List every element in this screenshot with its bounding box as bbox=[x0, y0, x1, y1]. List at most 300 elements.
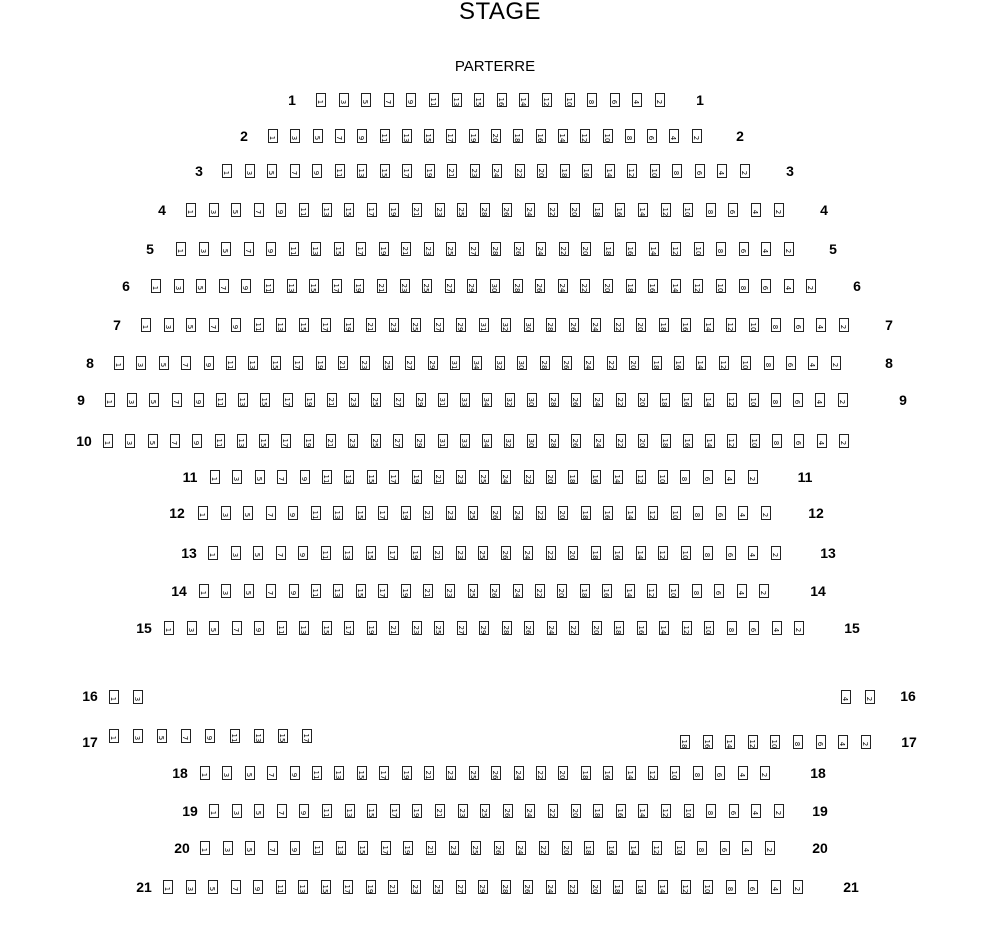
seat[interactable] bbox=[423, 506, 433, 520]
seat[interactable] bbox=[313, 129, 323, 143]
seat[interactable] bbox=[312, 766, 322, 780]
seat[interactable] bbox=[648, 506, 658, 520]
seat[interactable] bbox=[603, 129, 613, 143]
seat[interactable] bbox=[345, 804, 355, 818]
seat[interactable] bbox=[334, 766, 344, 780]
seat[interactable] bbox=[358, 841, 368, 855]
seat[interactable] bbox=[603, 766, 613, 780]
seat[interactable] bbox=[222, 164, 232, 178]
seat[interactable] bbox=[594, 434, 604, 448]
seat[interactable] bbox=[548, 203, 558, 217]
seat[interactable] bbox=[716, 279, 726, 293]
seat[interactable] bbox=[672, 164, 682, 178]
seat[interactable] bbox=[697, 841, 707, 855]
seat[interactable] bbox=[658, 546, 668, 560]
seat[interactable] bbox=[309, 279, 319, 293]
seat[interactable] bbox=[221, 584, 231, 598]
seat[interactable] bbox=[367, 621, 377, 635]
seat[interactable] bbox=[607, 356, 617, 370]
seat[interactable] bbox=[326, 434, 336, 448]
seat[interactable] bbox=[706, 203, 716, 217]
seat[interactable] bbox=[248, 356, 258, 370]
seat[interactable] bbox=[402, 129, 412, 143]
seat[interactable] bbox=[425, 164, 435, 178]
seat[interactable] bbox=[636, 470, 646, 484]
seat[interactable] bbox=[125, 434, 135, 448]
seat[interactable] bbox=[636, 318, 646, 332]
seat[interactable] bbox=[717, 164, 727, 178]
seat[interactable] bbox=[540, 356, 550, 370]
seat[interactable] bbox=[243, 506, 253, 520]
seat[interactable] bbox=[571, 393, 581, 407]
seat[interactable] bbox=[861, 735, 871, 749]
seat[interactable] bbox=[748, 735, 758, 749]
seat[interactable] bbox=[682, 621, 692, 635]
seat[interactable] bbox=[478, 880, 488, 894]
seat[interactable] bbox=[661, 804, 671, 818]
seat[interactable] bbox=[194, 393, 204, 407]
seat[interactable] bbox=[638, 393, 648, 407]
seat[interactable] bbox=[794, 621, 804, 635]
seat[interactable] bbox=[591, 880, 601, 894]
seat[interactable] bbox=[671, 242, 681, 256]
seat[interactable] bbox=[774, 804, 784, 818]
seat[interactable] bbox=[652, 841, 662, 855]
seat[interactable] bbox=[281, 434, 291, 448]
seat[interactable] bbox=[704, 393, 714, 407]
seat[interactable] bbox=[765, 841, 775, 855]
seat[interactable] bbox=[474, 93, 484, 107]
seat[interactable] bbox=[771, 880, 781, 894]
seat[interactable] bbox=[422, 279, 432, 293]
seat[interactable] bbox=[231, 880, 241, 894]
seat[interactable] bbox=[604, 242, 614, 256]
seat[interactable] bbox=[300, 470, 310, 484]
seat[interactable] bbox=[479, 318, 489, 332]
seat[interactable] bbox=[705, 434, 715, 448]
seat[interactable] bbox=[725, 470, 735, 484]
seat[interactable] bbox=[671, 279, 681, 293]
seat[interactable] bbox=[706, 804, 716, 818]
seat[interactable] bbox=[680, 735, 690, 749]
seat[interactable] bbox=[504, 434, 514, 448]
seat[interactable] bbox=[513, 129, 523, 143]
seat[interactable] bbox=[591, 546, 601, 560]
seat[interactable] bbox=[482, 393, 492, 407]
seat[interactable] bbox=[402, 766, 412, 780]
seat[interactable] bbox=[388, 546, 398, 560]
seat[interactable] bbox=[267, 766, 277, 780]
seat[interactable] bbox=[562, 356, 572, 370]
seat[interactable] bbox=[371, 434, 381, 448]
seat[interactable] bbox=[681, 880, 691, 894]
seat[interactable] bbox=[457, 621, 467, 635]
seat[interactable] bbox=[479, 621, 489, 635]
seat[interactable] bbox=[502, 203, 512, 217]
seat[interactable] bbox=[727, 621, 737, 635]
seat[interactable] bbox=[660, 393, 670, 407]
seat[interactable] bbox=[299, 318, 309, 332]
seat[interactable] bbox=[558, 279, 568, 293]
seat[interactable] bbox=[208, 546, 218, 560]
seat[interactable] bbox=[626, 242, 636, 256]
seat[interactable] bbox=[198, 506, 208, 520]
seat[interactable] bbox=[266, 584, 276, 598]
seat[interactable] bbox=[354, 279, 364, 293]
seat[interactable] bbox=[675, 841, 685, 855]
seat[interactable] bbox=[277, 804, 287, 818]
seat[interactable] bbox=[674, 356, 684, 370]
seat[interactable] bbox=[470, 164, 480, 178]
seat[interactable] bbox=[772, 434, 782, 448]
seat[interactable] bbox=[839, 318, 849, 332]
seat[interactable] bbox=[774, 203, 784, 217]
seat[interactable] bbox=[817, 434, 827, 448]
seat[interactable] bbox=[232, 470, 242, 484]
seat[interactable] bbox=[503, 804, 513, 818]
seat[interactable] bbox=[298, 880, 308, 894]
seat[interactable] bbox=[338, 356, 348, 370]
seat[interactable] bbox=[181, 356, 191, 370]
seat[interactable] bbox=[277, 470, 287, 484]
seat[interactable] bbox=[761, 506, 771, 520]
seat[interactable] bbox=[356, 242, 366, 256]
seat[interactable] bbox=[480, 203, 490, 217]
seat[interactable] bbox=[683, 203, 693, 217]
seat[interactable] bbox=[729, 804, 739, 818]
seat[interactable] bbox=[245, 841, 255, 855]
seat[interactable] bbox=[647, 129, 657, 143]
seat[interactable] bbox=[268, 129, 278, 143]
seat[interactable] bbox=[267, 164, 277, 178]
seat[interactable] bbox=[266, 242, 276, 256]
seat[interactable] bbox=[865, 690, 875, 704]
seat[interactable] bbox=[199, 584, 209, 598]
seat[interactable] bbox=[105, 393, 115, 407]
seat[interactable] bbox=[348, 434, 358, 448]
seat[interactable] bbox=[200, 766, 210, 780]
seat[interactable] bbox=[299, 804, 309, 818]
seat[interactable] bbox=[568, 546, 578, 560]
seat[interactable] bbox=[468, 584, 478, 598]
seat[interactable] bbox=[547, 621, 557, 635]
seat[interactable] bbox=[527, 434, 537, 448]
seat[interactable] bbox=[221, 242, 231, 256]
seat[interactable] bbox=[357, 129, 367, 143]
seat[interactable] bbox=[703, 735, 713, 749]
seat[interactable] bbox=[187, 621, 197, 635]
seat[interactable] bbox=[435, 203, 445, 217]
seat[interactable] bbox=[196, 279, 206, 293]
seat[interactable] bbox=[327, 393, 337, 407]
seat[interactable] bbox=[636, 880, 646, 894]
seat[interactable] bbox=[424, 129, 434, 143]
seat[interactable] bbox=[231, 318, 241, 332]
seat[interactable] bbox=[546, 470, 556, 484]
seat[interactable] bbox=[181, 729, 191, 743]
seat[interactable] bbox=[438, 434, 448, 448]
seat[interactable] bbox=[694, 242, 704, 256]
seat[interactable] bbox=[394, 393, 404, 407]
seat[interactable] bbox=[367, 470, 377, 484]
seat[interactable] bbox=[638, 804, 648, 818]
seat[interactable] bbox=[546, 546, 556, 560]
seat[interactable] bbox=[584, 356, 594, 370]
seat[interactable] bbox=[389, 203, 399, 217]
seat[interactable] bbox=[738, 766, 748, 780]
seat[interactable] bbox=[456, 318, 466, 332]
seat[interactable] bbox=[400, 279, 410, 293]
seat[interactable] bbox=[726, 880, 736, 894]
seat[interactable] bbox=[816, 318, 826, 332]
seat[interactable] bbox=[334, 242, 344, 256]
seat[interactable] bbox=[290, 766, 300, 780]
seat[interactable] bbox=[514, 242, 524, 256]
seat[interactable] bbox=[749, 393, 759, 407]
seat[interactable] bbox=[176, 242, 186, 256]
seat[interactable] bbox=[311, 242, 321, 256]
seat[interactable] bbox=[616, 434, 626, 448]
seat[interactable] bbox=[333, 506, 343, 520]
seat[interactable] bbox=[539, 841, 549, 855]
seat[interactable] bbox=[659, 621, 669, 635]
seat[interactable] bbox=[536, 242, 546, 256]
seat[interactable] bbox=[411, 880, 421, 894]
seat[interactable] bbox=[377, 279, 387, 293]
seat[interactable] bbox=[655, 93, 665, 107]
seat[interactable] bbox=[244, 584, 254, 598]
seat[interactable] bbox=[693, 766, 703, 780]
seat[interactable] bbox=[720, 841, 730, 855]
seat[interactable] bbox=[636, 546, 646, 560]
seat[interactable] bbox=[445, 279, 455, 293]
seat[interactable] bbox=[638, 434, 648, 448]
seat[interactable] bbox=[838, 393, 848, 407]
seat[interactable] bbox=[401, 242, 411, 256]
seat[interactable] bbox=[669, 129, 679, 143]
seat[interactable] bbox=[276, 318, 286, 332]
seat[interactable] bbox=[571, 434, 581, 448]
seat[interactable] bbox=[276, 880, 286, 894]
seat[interactable] bbox=[446, 129, 456, 143]
seat[interactable] bbox=[616, 393, 626, 407]
seat[interactable] bbox=[565, 93, 575, 107]
seat[interactable] bbox=[748, 546, 758, 560]
seat[interactable] bbox=[469, 766, 479, 780]
seat[interactable] bbox=[613, 470, 623, 484]
seat[interactable] bbox=[231, 546, 241, 560]
seat[interactable] bbox=[412, 621, 422, 635]
seat[interactable] bbox=[208, 880, 218, 894]
seat[interactable] bbox=[344, 203, 354, 217]
seat[interactable] bbox=[260, 393, 270, 407]
seat[interactable] bbox=[760, 766, 770, 780]
seat[interactable] bbox=[299, 621, 309, 635]
seat[interactable] bbox=[587, 93, 597, 107]
seat[interactable] bbox=[149, 393, 159, 407]
seat[interactable] bbox=[748, 470, 758, 484]
seat[interactable] bbox=[704, 621, 714, 635]
seat[interactable] bbox=[661, 434, 671, 448]
seat[interactable] bbox=[456, 546, 466, 560]
seat[interactable] bbox=[254, 203, 264, 217]
seat[interactable] bbox=[613, 546, 623, 560]
seat[interactable] bbox=[311, 584, 321, 598]
seat[interactable] bbox=[357, 766, 367, 780]
seat[interactable] bbox=[497, 93, 507, 107]
seat[interactable] bbox=[650, 164, 660, 178]
seat[interactable] bbox=[405, 356, 415, 370]
seat[interactable] bbox=[478, 546, 488, 560]
seat[interactable] bbox=[164, 318, 174, 332]
seat[interactable] bbox=[581, 506, 591, 520]
seat[interactable] bbox=[581, 242, 591, 256]
seat[interactable] bbox=[378, 584, 388, 598]
seat[interactable] bbox=[434, 318, 444, 332]
seat[interactable] bbox=[558, 506, 568, 520]
seat[interactable] bbox=[692, 129, 702, 143]
seat[interactable] bbox=[254, 729, 264, 743]
seat[interactable] bbox=[725, 735, 735, 749]
seat[interactable] bbox=[332, 279, 342, 293]
seat[interactable] bbox=[491, 506, 501, 520]
seat[interactable] bbox=[726, 546, 736, 560]
seat[interactable] bbox=[761, 242, 771, 256]
seat[interactable] bbox=[221, 506, 231, 520]
seat[interactable] bbox=[469, 242, 479, 256]
seat[interactable] bbox=[808, 356, 818, 370]
seat[interactable] bbox=[626, 506, 636, 520]
seat[interactable] bbox=[366, 318, 376, 332]
seat[interactable] bbox=[562, 841, 572, 855]
seat[interactable] bbox=[343, 880, 353, 894]
seat[interactable] bbox=[344, 470, 354, 484]
seat[interactable] bbox=[164, 621, 174, 635]
seat[interactable] bbox=[426, 841, 436, 855]
seat[interactable] bbox=[460, 393, 470, 407]
seat[interactable] bbox=[245, 164, 255, 178]
seat[interactable] bbox=[446, 506, 456, 520]
seat[interactable] bbox=[749, 621, 759, 635]
seat[interactable] bbox=[283, 393, 293, 407]
seat[interactable] bbox=[740, 164, 750, 178]
seat[interactable] bbox=[133, 690, 143, 704]
seat[interactable] bbox=[253, 546, 263, 560]
seat[interactable] bbox=[209, 318, 219, 332]
seat[interactable] bbox=[616, 804, 626, 818]
seat[interactable] bbox=[378, 506, 388, 520]
seat[interactable] bbox=[693, 506, 703, 520]
seat[interactable] bbox=[456, 880, 466, 894]
seat[interactable] bbox=[304, 434, 314, 448]
seat[interactable] bbox=[276, 203, 286, 217]
seat[interactable] bbox=[793, 393, 803, 407]
seat[interactable] bbox=[610, 93, 620, 107]
seat[interactable] bbox=[271, 356, 281, 370]
seat[interactable] bbox=[216, 393, 226, 407]
seat[interactable] bbox=[445, 584, 455, 598]
seat[interactable] bbox=[535, 279, 545, 293]
seat[interactable] bbox=[523, 546, 533, 560]
seat[interactable] bbox=[429, 93, 439, 107]
seat[interactable] bbox=[438, 393, 448, 407]
seat[interactable] bbox=[433, 880, 443, 894]
seat[interactable] bbox=[343, 546, 353, 560]
seat[interactable] bbox=[277, 621, 287, 635]
seat[interactable] bbox=[412, 470, 422, 484]
seat[interactable] bbox=[103, 434, 113, 448]
seat[interactable] bbox=[492, 164, 502, 178]
seat[interactable] bbox=[336, 841, 346, 855]
seat[interactable] bbox=[456, 470, 466, 484]
seat[interactable] bbox=[629, 841, 639, 855]
seat[interactable] bbox=[148, 434, 158, 448]
seat[interactable] bbox=[568, 880, 578, 894]
seat[interactable] bbox=[313, 841, 323, 855]
seat[interactable] bbox=[838, 735, 848, 749]
seat[interactable] bbox=[290, 129, 300, 143]
seat[interactable] bbox=[434, 470, 444, 484]
seat[interactable] bbox=[750, 434, 760, 448]
seat[interactable] bbox=[558, 129, 568, 143]
seat[interactable] bbox=[559, 242, 569, 256]
seat[interactable] bbox=[458, 804, 468, 818]
seat[interactable] bbox=[289, 584, 299, 598]
seat[interactable] bbox=[467, 279, 477, 293]
seat[interactable] bbox=[254, 621, 264, 635]
seat[interactable] bbox=[569, 318, 579, 332]
seat[interactable] bbox=[560, 164, 570, 178]
seat[interactable] bbox=[614, 318, 624, 332]
seat[interactable] bbox=[558, 766, 568, 780]
seat[interactable] bbox=[637, 621, 647, 635]
seat[interactable] bbox=[141, 318, 151, 332]
seat[interactable] bbox=[491, 242, 501, 256]
seat[interactable] bbox=[238, 393, 248, 407]
seat[interactable] bbox=[661, 203, 671, 217]
seat[interactable] bbox=[549, 393, 559, 407]
seat[interactable] bbox=[406, 93, 416, 107]
seat[interactable] bbox=[299, 203, 309, 217]
seat[interactable] bbox=[321, 880, 331, 894]
seat[interactable] bbox=[482, 434, 492, 448]
seat[interactable] bbox=[741, 356, 751, 370]
seat[interactable] bbox=[703, 546, 713, 560]
seat[interactable] bbox=[727, 393, 737, 407]
seat[interactable] bbox=[389, 318, 399, 332]
seat[interactable] bbox=[569, 621, 579, 635]
seat[interactable] bbox=[719, 356, 729, 370]
seat[interactable] bbox=[186, 880, 196, 894]
seat[interactable] bbox=[379, 766, 389, 780]
seat[interactable] bbox=[457, 203, 467, 217]
seat[interactable] bbox=[335, 129, 345, 143]
seat[interactable] bbox=[771, 546, 781, 560]
seat[interactable] bbox=[411, 318, 421, 332]
seat[interactable] bbox=[793, 735, 803, 749]
seat[interactable] bbox=[536, 129, 546, 143]
seat[interactable] bbox=[423, 584, 433, 598]
seat[interactable] bbox=[658, 470, 668, 484]
seat[interactable] bbox=[742, 841, 752, 855]
seat[interactable] bbox=[524, 621, 534, 635]
seat[interactable] bbox=[388, 880, 398, 894]
seat[interactable] bbox=[593, 203, 603, 217]
seat[interactable] bbox=[393, 434, 403, 448]
seat[interactable] bbox=[349, 393, 359, 407]
seat[interactable] bbox=[460, 434, 470, 448]
seat[interactable] bbox=[245, 766, 255, 780]
